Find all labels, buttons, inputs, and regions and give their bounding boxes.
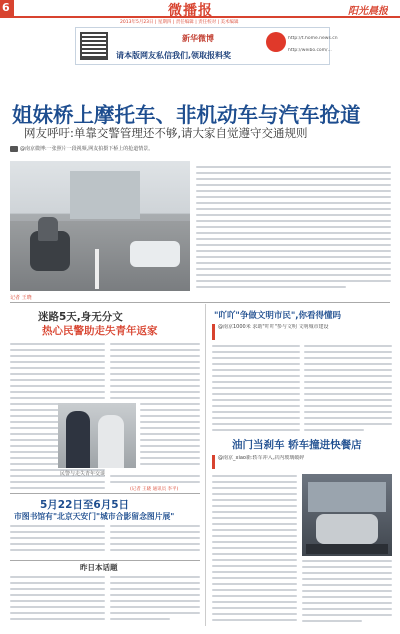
right-top-subhead: @南京1000米 求助"吖吖"参与文明 文明城市建设: [218, 324, 329, 330]
photo-building: [70, 171, 140, 219]
ad-brand-url[interactable]: http://t.home.news.cn: [288, 36, 338, 41]
photo-person-1: [66, 411, 90, 468]
lead-byline: 记者 王晓: [10, 295, 32, 301]
right-bottom-caption-box: [212, 455, 392, 469]
left-bottom-divider: [10, 493, 200, 494]
left-bottom-subhead: 市图书馆有"北京天安门"城市合影留念图片展": [14, 512, 175, 521]
camera-icon: [10, 146, 18, 152]
dateline: 2013年5月23日 | 星期四 | 责任编辑 | 责任校对 | 美术编辑: [120, 20, 239, 25]
lead-photo: [10, 161, 190, 291]
photo-person-2: [98, 415, 124, 468]
left-story-headline-bottom: 热心民警助走失青年返家: [42, 325, 158, 337]
left-story-source: (记者 王晓 通讯员 李平): [130, 487, 179, 492]
right-top-subhead-box: [212, 324, 392, 340]
section-divider: [10, 302, 390, 303]
right-bottom-photo: [302, 474, 392, 556]
right-top-headline: "吖吖"争做文明市民",你看得懂吗: [214, 311, 342, 321]
lead-headline: 姐妹桥上摩托车、非机动车与汽车抢道: [12, 103, 361, 127]
photo-crashed-car: [316, 514, 378, 544]
page-number: 6: [2, 1, 10, 14]
photo-shop-window: [308, 482, 386, 512]
ad-handle-url[interactable]: http://weibo.com/...: [288, 48, 332, 53]
left-story-headline-top: 迷路5天,身无分文: [38, 311, 123, 323]
masthead-bar: [0, 0, 400, 18]
right-bottom-caption: @南京_xiao新:轿车冲入,店内玻璃破碎: [218, 455, 305, 461]
lead-caption-row: [10, 145, 390, 155]
xinhua-weibo-logo: 新华微博: [182, 34, 214, 43]
ad-text[interactable]: 请本版网友私信我们,领取报料奖: [116, 51, 232, 60]
column-divider: [205, 304, 206, 626]
lead-caption: @南京微博:一张照片一段视频,网友拍摄下桥上的抢道情景。: [20, 146, 154, 152]
photo-lane-mark: [95, 249, 99, 289]
weibo-logo-icon: [266, 32, 286, 52]
left-bottom-headline: 5月22日至6月5日: [40, 499, 130, 511]
right-bottom-headline: 油门当刹车 轿车撞进快餐店: [232, 439, 362, 451]
photo-debris: [306, 544, 388, 554]
lead-subhead: 网友呼吁:单靠交警管理还不够,请大家自觉遵守交通规则: [24, 126, 308, 140]
brand-logo: 阳光晨报: [348, 6, 388, 17]
ad-brand-block: [112, 31, 262, 49]
footer-topic-bar: [10, 560, 200, 571]
photo-rider: [38, 217, 58, 241]
qr-code-icon: [80, 32, 108, 60]
section-title: 微播报: [168, 3, 213, 19]
left-story-caption: 民警与走失青年交谈: [60, 471, 106, 477]
photo-car: [130, 241, 180, 267]
footer-topic-title: 昨日本话题: [80, 563, 118, 572]
ad-banner[interactable]: [75, 27, 338, 65]
left-story-photo: [58, 403, 136, 468]
